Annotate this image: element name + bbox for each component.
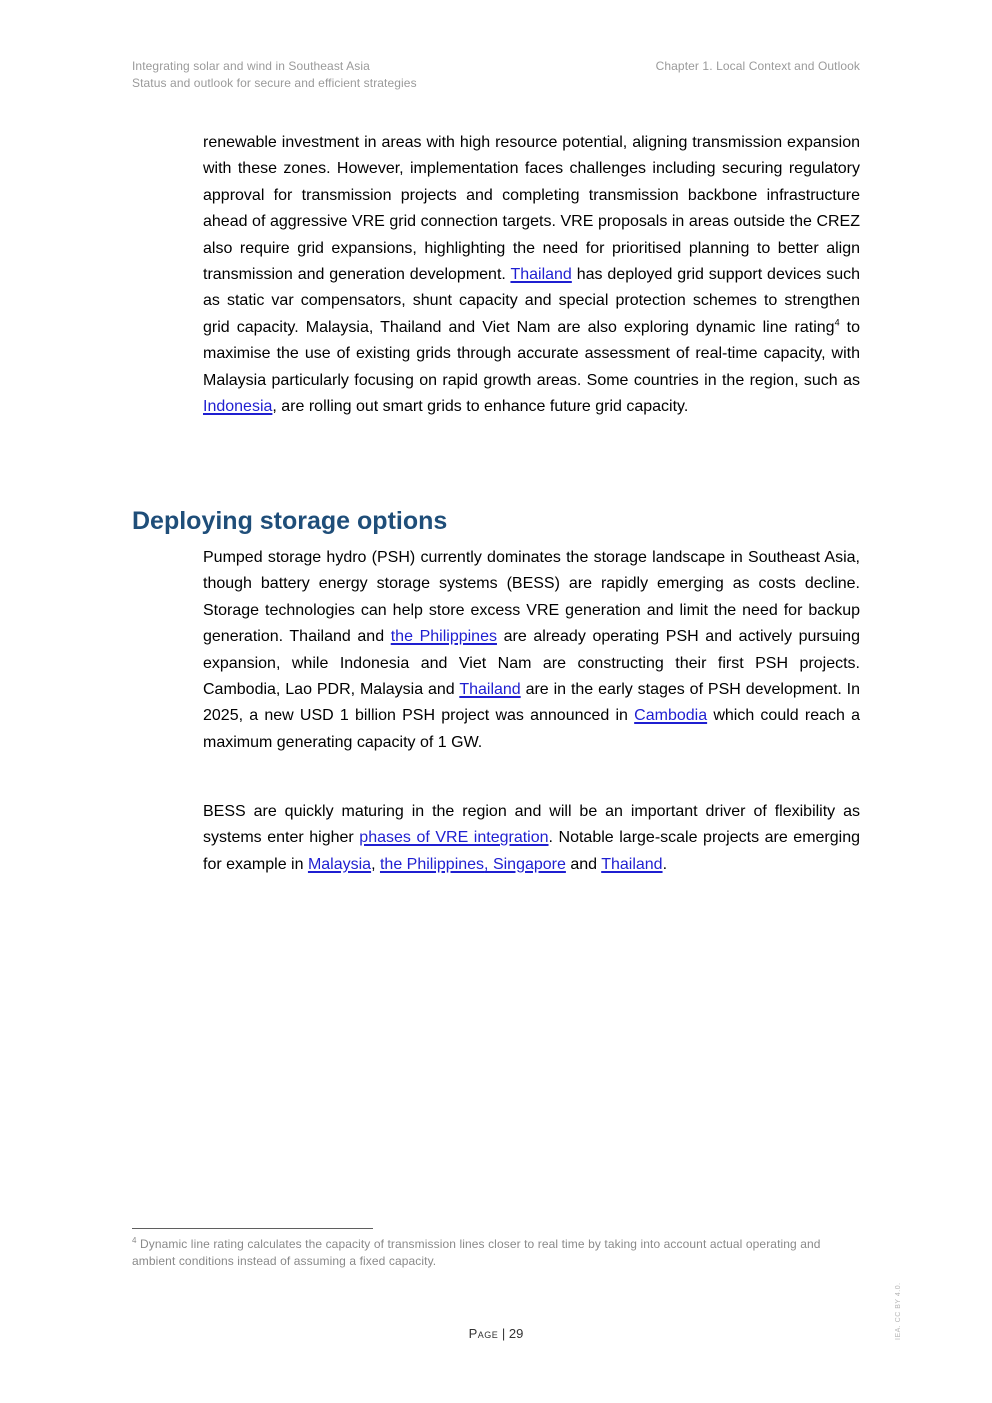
header-chapter-title: Chapter 1. Local Context and Outlook: [655, 59, 860, 73]
link-malaysia[interactable]: Malaysia: [307, 855, 372, 873]
footnote-reference[interactable]: 4: [834, 317, 840, 328]
footnote-text: Dynamic line rating calculates the capacity of transmission lines closer to real time by taking into account actual operating and ambient conditions instead of assuming a fixed capacity.: [132, 1237, 821, 1268]
license-notice: IEA. CC BY 4.0.: [895, 1282, 902, 1340]
page-label: Page: [468, 1326, 499, 1341]
paragraph-text: renewable investment in areas with high resource potential, aligning transmission expansion with these zones. However, implementation faces challenges including securing regulatory approval for transmission projects and completing transmission backbone infrastructure ahead of aggressive VRE grid connection targets. VRE proposals in areas outside the CREZ also require grid expansions, highlighting the need for prioritised planning to better align transmission and generation development.: [203, 134, 860, 284]
paragraph-transmission: [203, 130, 860, 420]
paragraph-text: . Notable large-scale projects are emerging for example in: [203, 829, 861, 873]
paragraph-text: , are rolling out smart grids to enhance future grid capacity.: [272, 398, 689, 416]
page-number: [0, 1326, 992, 1341]
paragraph-bess: [203, 799, 860, 878]
link-indonesia[interactable]: Indonesia: [203, 398, 273, 416]
paragraph-text: and: [565, 855, 602, 873]
paragraph-text: ,: [371, 855, 380, 873]
paragraph-text: Pumped storage hydro (PSH) currently dominates the storage landscape in Southeast Asia, though battery energy storage systems (BESS) are rapidly emerging as costs decline. Storage technologies can help store excess VRE generation and limit the need for backup generation. Thailand and: [203, 549, 860, 646]
paragraph-text: which could reach a maximum generating capacity of 1 GW.: [203, 707, 861, 751]
header-title-line1: Integrating solar and wind in Southeast Asia: [132, 59, 370, 73]
link-the-philippines[interactable]: the Philippines: [390, 628, 497, 646]
section-heading: Deploying storage options: [132, 507, 448, 535]
link-phases-of-vre-integration[interactable]: phases of VRE integration: [359, 829, 549, 847]
page-separator: |: [498, 1326, 509, 1341]
page-number-value: 29: [508, 1326, 524, 1341]
link-singapore[interactable]: , Singapore: [484, 855, 566, 873]
footnote-marker: 4: [132, 1236, 137, 1245]
paragraph-text: .: [662, 855, 668, 873]
paragraph-text: has deployed grid support devices such as static var compensators, shunt capacity and special protection schemes to strengthen grid capacity. Malaysia, Thailand and Viet Nam are also exploring dynamic line rating: [203, 266, 860, 336]
header-title-line2: Status and outlook for secure and efficient strategies: [132, 76, 417, 90]
footnote-divider: [132, 1228, 373, 1229]
footnote: [132, 1236, 860, 1270]
link-the-philippines[interactable]: the Philippines: [379, 855, 485, 873]
paragraph-text: to maximise the use of existing grids through accurate assessment of real-time capacity, with Malaysia particularly focusing on rapid growth areas. Some countries in the region, such as: [203, 318, 861, 389]
paragraph-text: BESS are quickly maturing in the region and will be an important driver of flexibility as systems enter higher: [203, 803, 860, 847]
link-cambodia[interactable]: Cambodia: [634, 707, 708, 725]
paragraph-text: are already operating PSH and actively pursuing expansion, while Indonesia and Viet Nam are constructing their first PSH projects. Cambodia, Lao PDR, Malaysia and: [203, 628, 860, 699]
link-thailand[interactable]: Thailand: [459, 681, 521, 699]
paragraph-psh: [203, 545, 860, 756]
link-thailand[interactable]: Thailand: [510, 266, 572, 284]
header-document-title: [132, 58, 532, 92]
paragraph-text: are in the early stages of PSH development. In 2025, a new USD 1 billion PSH project was announced in: [203, 681, 861, 725]
link-thailand[interactable]: Thailand: [601, 855, 663, 873]
